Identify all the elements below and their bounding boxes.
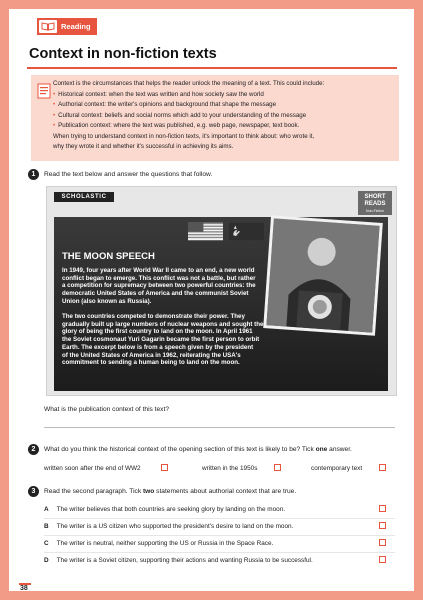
question-1-number: 1: [28, 169, 39, 180]
q2-option-1-checkbox[interactable]: [161, 464, 168, 471]
usa-flag-icon: [188, 219, 223, 244]
info-closing-1: When trying to understand context in non-fiction texts, it's important to think about: who wrote it,: [53, 132, 315, 140]
page-title: Context in non-fiction texts: [29, 46, 217, 62]
q3-statement-a-checkbox[interactable]: [379, 505, 386, 512]
q3-statement-c: C The writer is neutral, neither supporting the US or Russia in the Space Race.: [44, 540, 274, 547]
question-1-publication: What is the publication context of this text?: [44, 406, 169, 413]
info-bullet: • Historical context: when the text was written and how society saw the world: [53, 90, 264, 98]
article-line: commitment to sending a human being to land on the moon.: [62, 359, 240, 367]
q2-option-2-checkbox[interactable]: [274, 464, 281, 471]
q3-statement-d: D The writer is a Soviet citizen, supporting their actions and wanting Russia to be successful.: [44, 557, 313, 564]
answer-line[interactable]: [44, 427, 395, 428]
question-2-number: 2: [28, 444, 39, 455]
row-divider: [44, 552, 395, 553]
question-1-prompt: Read the text below and answer the questions that follow.: [44, 171, 213, 178]
series-badge: SHORT READS Non-Fiction: [358, 191, 392, 215]
q3-statement-b-checkbox[interactable]: [379, 522, 386, 529]
article-extract: [46, 186, 397, 396]
q2-option-3-checkbox[interactable]: [379, 464, 386, 471]
row-divider: [44, 535, 395, 536]
worksheet-page: [9, 9, 414, 591]
article-line: Earth. The excerpt below is from a speech given by the president: [62, 343, 254, 351]
section-tab-label: Reading: [61, 22, 91, 31]
article-line: democratic United States of America and the communist Soviet: [62, 290, 249, 298]
article-line: In 1949, four years after World War II came to an end, a new world: [62, 267, 255, 274]
article-paragraph-1: [62, 267, 262, 306]
question-3-number: 3: [28, 486, 39, 497]
info-box: [31, 75, 399, 161]
title-underline: [27, 67, 397, 69]
president-photo: [263, 215, 383, 336]
article-line: The two countries competed to demonstrate their power. They: [62, 313, 245, 320]
q3-statement-b: B The writer is a US citizen who supported the president's desire to land on the moon.: [44, 523, 294, 530]
list-icon: [37, 83, 51, 99]
q2-option-2: written in the 1950s: [202, 465, 258, 472]
info-intro: Context is the circumstances that helps the reader unlock the meaning of a text. This could include:: [53, 80, 325, 87]
info-bullet: • Authorial context: the writer's opinions and background that shape the message: [53, 101, 277, 108]
page-number: 38: [20, 585, 28, 591]
q2-option-1: written soon after the end of WW2: [44, 465, 141, 472]
article-line: glory of being the first country to land on the moon. In April 1961: [62, 328, 253, 336]
q3-statement-a: A The writer believes that both countries are seeking glory by landing on the moon.: [44, 506, 286, 513]
question-3-prompt: Read the second paragraph. Tick two statements about authorial context that are true.: [44, 488, 297, 495]
article-line: gradually built up large numbers of nuclear weapons and sought the: [62, 320, 264, 328]
q3-statement-d-checkbox[interactable]: [379, 556, 386, 563]
article-line: the Soviet cosmonaut Yuri Gagarin became the first person to orbit: [62, 336, 260, 344]
info-bullet: • Cultural context: beliefs and social norms which add to your understanding of the message: [53, 111, 307, 119]
book-icon: [39, 20, 57, 33]
article-paragraph-2: [62, 313, 262, 367]
article-panel: [54, 217, 388, 391]
article-line: of the United States of America in 1962, reiterating the USA's: [62, 351, 241, 359]
soviet-flag-icon: [229, 219, 264, 244]
q2-option-3: contemporary text: [311, 465, 363, 472]
question-2-prompt: What do you think the historical context of the opening section of this text is likely to be? Tick one answer.: [44, 446, 352, 453]
article-line: conflict began to emerge. This conflict was not a battle, but rather: [62, 274, 256, 282]
q3-statement-c-checkbox[interactable]: [379, 539, 386, 546]
article-line: Union (also known as Russia).: [62, 297, 152, 305]
row-divider: [44, 518, 395, 519]
article-title: THE MOON SPEECH: [62, 251, 155, 262]
publisher-logo: SCHOLASTIC: [54, 192, 114, 202]
info-bullet: • Publication context: where the text was published, e.g. web page, newspaper, text book.: [53, 122, 300, 129]
info-closing-2: why they wrote it and whether it's successful in achieving its aims.: [53, 143, 234, 150]
section-tab: [37, 18, 97, 35]
article-line: a competition for supremacy between two powerful countries: the: [62, 282, 256, 290]
